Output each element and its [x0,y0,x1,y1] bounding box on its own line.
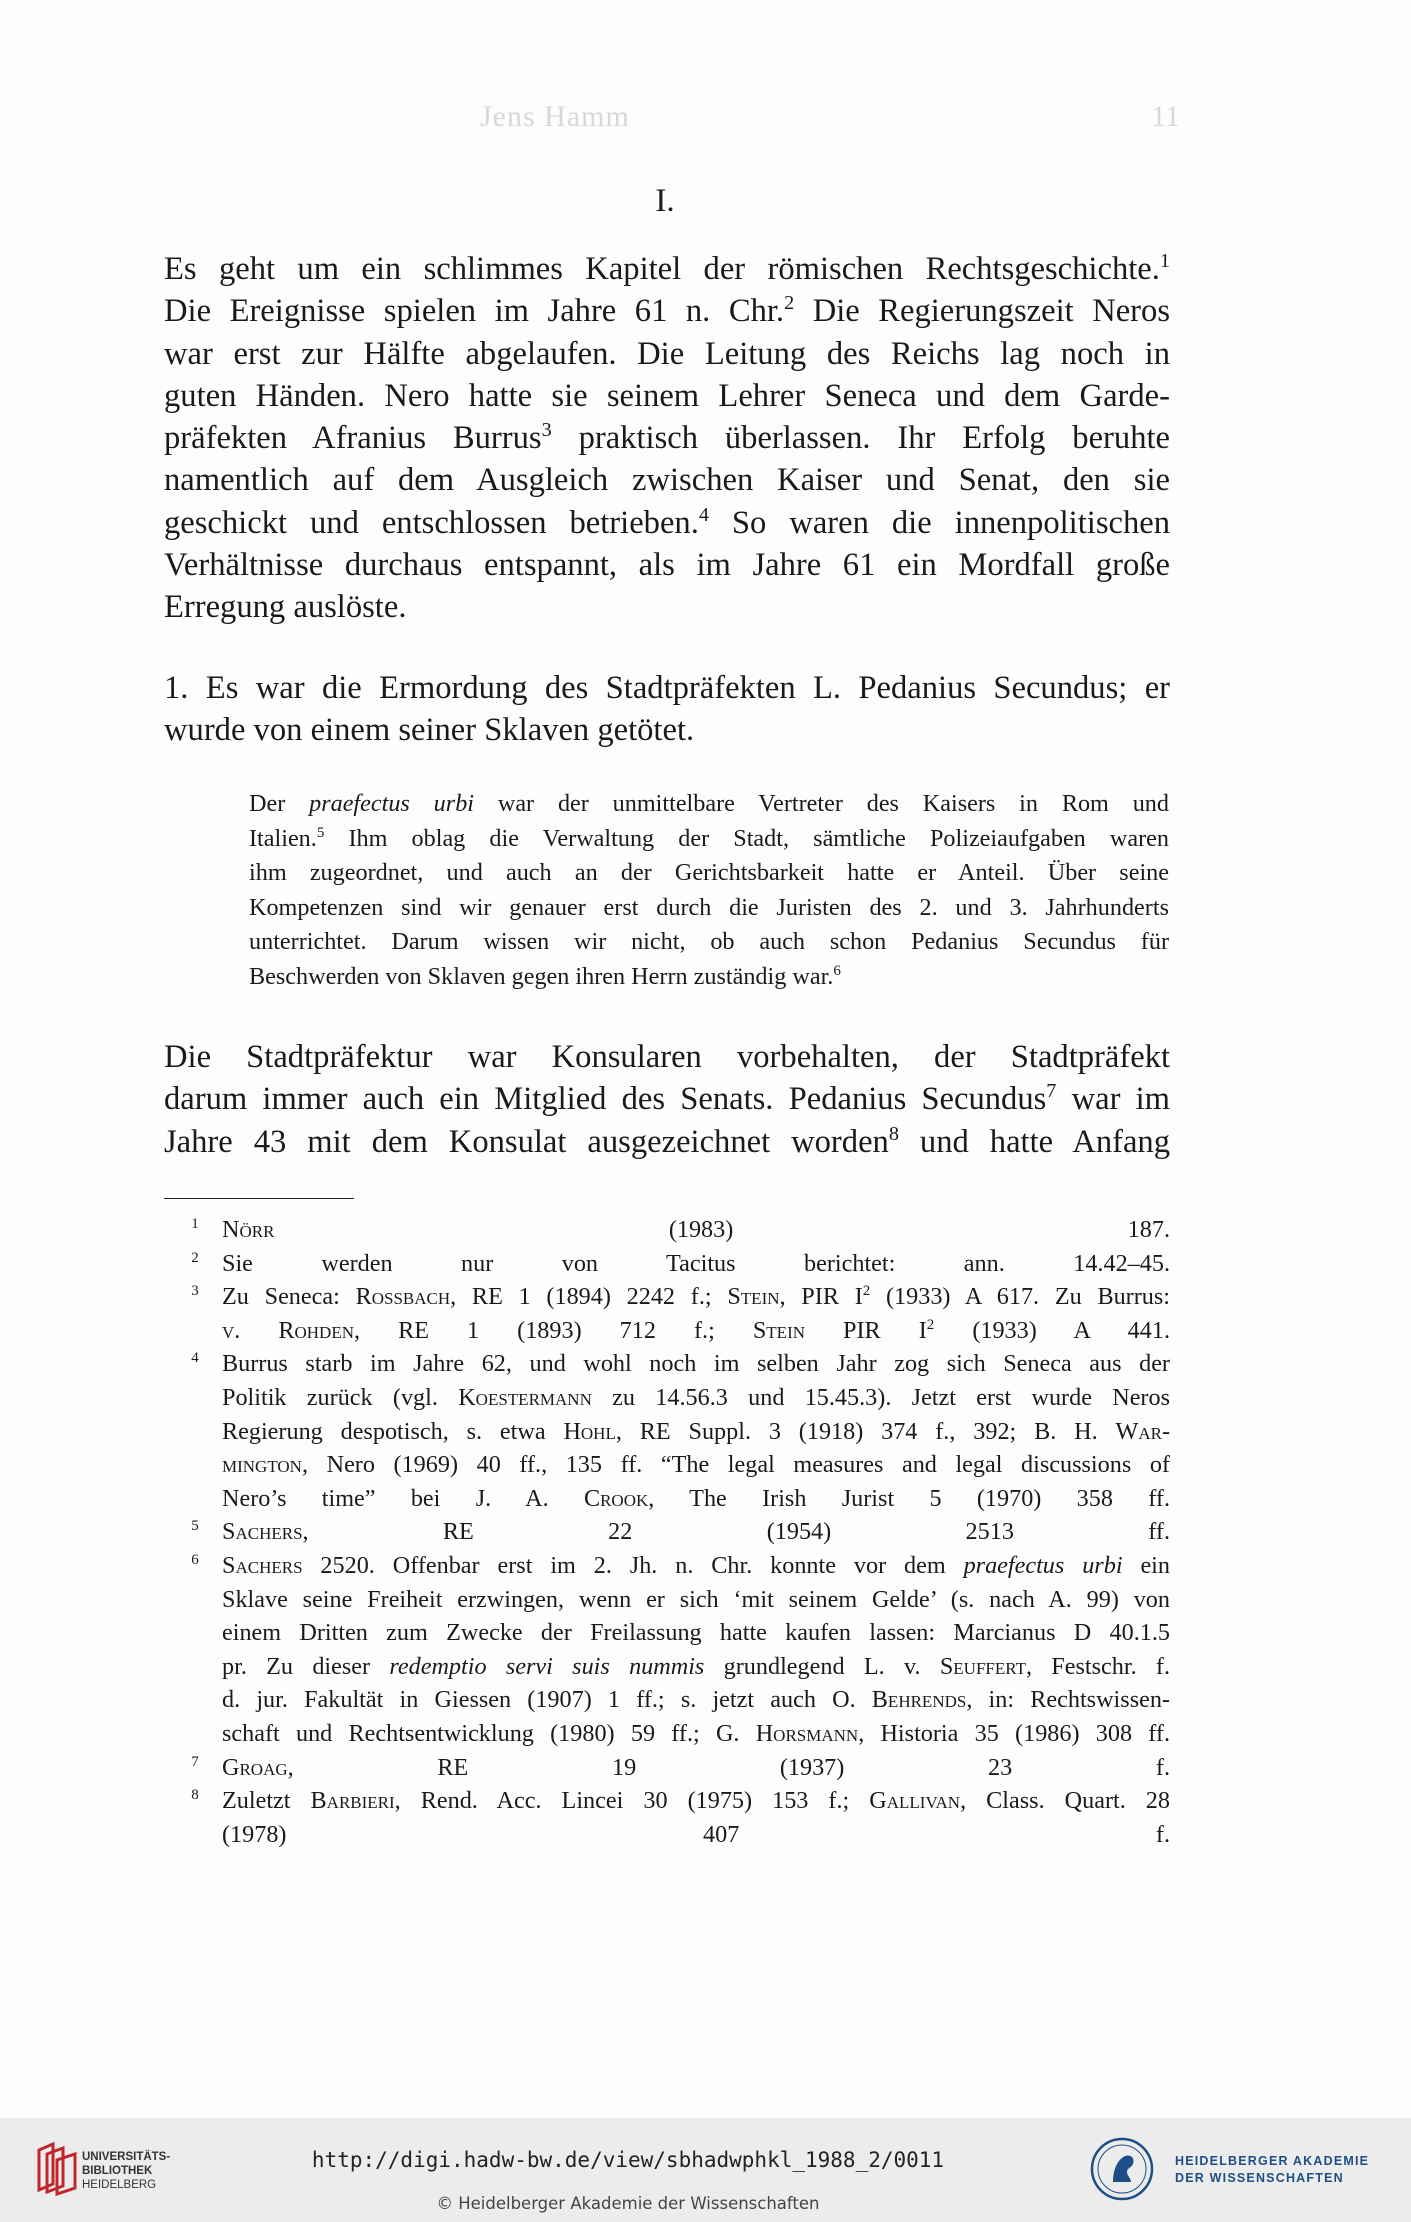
footnote-line: Nero’s time” bei J. A. Crook, The Irish Jurist 5 (1970) 358 ff. [222,1484,1170,1512]
footnote-6 [164,1549,1170,1751]
footnote-mark: 2 [191,1249,199,1266]
section-number: I. [655,183,675,219]
footnote-line: Groag, RE 19 (1937) 23 f. [222,1753,1170,1781]
footnote-mark: 6 [191,1551,199,1568]
footnote-line: Sachers, RE 22 (1954) 2513 ff. [222,1518,1170,1546]
footnote-line: Zuletzt Barbieri, Rend. Acc. Lincei 30 (1975) 153 f.; Gallivan, Class. Quart. 28 [222,1787,1170,1815]
footnote-5 [164,1515,1170,1549]
footnote-7 [164,1751,1170,1785]
text-line: Der praefectus urbi war der unmittelbare Vertreter des Kaisers in Rom und [249,790,1169,817]
text-line: Die Stadtpräfektur war Konsularen vorbehalten, der Stadtpräfekt [164,1039,1170,1075]
text-line: Jahre 43 mit dem Konsulat ausgezeichnet worden$^8$ und hatte Anfang [164,1122,1170,1160]
footnote-line: Politik zurück (vgl. Koestermann zu 14.56.3 und 15.45.3). Jetzt erst wurde Neros [222,1383,1170,1411]
footnote-line: (1978) 407 f. [222,1820,1170,1848]
text-line: Erregung auslöste. [164,589,407,626]
footnote-ref[interactable]: 8 [888,1122,899,1145]
text-line: präfekten Afranius Burrus$^3$ praktisch überlassen. Ihr Erfolg beruhte [164,419,1170,457]
footnote-mark: 1 [191,1216,199,1232]
footnote-ref[interactable]: 1 [1159,250,1170,273]
footnote-ref[interactable]: 2 [784,292,795,315]
footnote-line: einem Dritten zum Zwecke der Freilassung hatte kaufen lassen: Marcianus D 40.1.5 [222,1619,1170,1647]
footnote-line: v. Rohden, RE 1 (1893) 712 f.; Stein PIR $I^2$ (1933) A 441. [222,1316,1170,1344]
text-line: ihm zugeordnet, und auch an der Gerichtsbarkeit hatte er Anteil. Über seine [249,859,1169,886]
footnote-mark: 4 [191,1350,199,1367]
copyright-notice: © Heidelberger Akademie der Wissenschaften [436,2194,820,2213]
footnote-divider [164,1198,354,1199]
text-line: Beschwerden von Sklaven gegen ihren Herrn zuständig war.$^6$ [249,962,841,990]
footnote-line: Sklave seine Freiheit erzwingen, wenn er sich ‘mit seinem Gelde’ (s. nach A. 99) von [222,1585,1170,1613]
footnote-mark: 8 [191,1787,199,1804]
footnote-4 [164,1347,1170,1515]
bleed-through-page-number: 11 [1151,100,1180,133]
footnote-line: d. jur. Fakultät in Giessen (1907) 1 ff.; s. jetzt auch O. Behrends, in: Rechtswissen- [222,1686,1170,1714]
footnote-line: mington, Nero (1969) 40 ff., 135 ff. “The legal measures and legal discussions of [222,1451,1170,1479]
footnote-line: Nörr (1983) 187. [222,1216,1170,1243]
footnote-mark: 7 [191,1753,199,1770]
text-line: Die Ereignisse spielen im Jahre 61 n. Chr.$^2$ Die Regierungszeit Neros [164,292,1170,330]
footnote-ref[interactable]: 6 [833,962,841,979]
footnotes [164,1213,1170,1851]
text-line: darum immer auch ein Mitglied des Senats. Pedanius Secundus$^7$ war im [164,1080,1170,1118]
footnote-1 [164,1213,1170,1247]
text-line: 1. Es war die Ermordung des Stadtpräfekten L. Pedanius Secundus; er [164,670,1170,706]
paragraph-3 [164,1036,1170,1163]
footnote-mark: 5 [191,1518,199,1535]
text-line: guten Händen. Nero hatte sie seinem Lehrer Seneca und dem Garde- [164,377,1170,414]
footnote-line: pr. Zu dieser redemptio servi suis nummis grundlegend L. v. Seuffert, Festschr. f. [222,1652,1171,1680]
footnote-ref[interactable]: 4 [698,503,709,526]
indented-small-paragraph [249,787,1169,994]
footnote-ref[interactable]: 3 [541,419,552,442]
academy-seal-icon[interactable] [1089,2136,1155,2202]
footnote-mark: 3 [191,1283,199,1300]
footnote-8 [164,1784,1170,1851]
footnote-line: schaft und Rechtsentwicklung (1980) 59 ff.; G. Horsmann, Historia 35 (1986) 308 ff. [222,1719,1170,1747]
text-line: war erst zur Hälfte abgelaufen. Die Leitung des Reichs lag noch in [164,335,1170,372]
footnote-line: Sie werden nur von Tacitus berichtet: ann. 14.42–45. [222,1249,1170,1277]
footnote-2 [164,1247,1170,1281]
footnote-line: Burrus starb im Jahre 62, und wohl noch im selben Jahr zog sich Seneca aus der [222,1350,1170,1378]
permalink-url[interactable]: http://digi.hadw-bw.de/view/sbhadwphkl_1988_2/0011 [311,2148,945,2172]
text-line: wurde von einem seiner Sklaven getötet. [164,712,695,749]
academy-name: HEIDELBERGER AKADEMIE DER WISSENSCHAFTEN [1175,2154,1370,2185]
text-line: Es geht um ein schlimmes Kapitel der römischen Rechtsgeschichte.$^1$ [164,250,1170,287]
footnote-3 [164,1280,1170,1347]
text-line: namentlich auf dem Ausgleich zwischen Kaiser und Senat, den sie [164,462,1170,499]
footnote-ref[interactable]: 5 [316,824,325,841]
bleed-through-title: Jens Hamm [480,100,630,133]
footnote-line: Regierung despotisch, s. etwa Hohl, RE Suppl. 3 (1918) 374 f., 392; B. H. War- [222,1417,1170,1445]
viewer-footer [0,2118,1411,2222]
paragraph-2 [164,667,1170,752]
text-line: Verhältnisse durchaus entspannt, als im Jahre 61 ein Mordfall große [164,547,1170,584]
text-line: Kompetenzen sind wir genauer erst durch die Juristen des 2. und 3. Jahrhunderts [249,893,1169,921]
paragraph-1 [164,248,1170,629]
text-line: Italien.$^5$ Ihm oblag die Verwaltung der Stadt, sämtliche Polizeiaufgaben waren [249,824,1169,852]
footnote-ref[interactable]: 7 [1046,1080,1057,1103]
text-line: unterrichtet. Darum wissen wir nicht, ob auch schon Pedanius Secundus für [249,928,1169,955]
university-library-name: UNIVERSITÄTS- BIBLIOTHEK HEIDELBERG [82,2151,171,2191]
footnote-line: Zu Seneca: Rossbach, RE 1 (1894) 2242 f.; Stein, PIR $I^2$ (1933) A 617. Zu Burrus: [222,1283,1171,1311]
text-line: geschickt und entschlossen betrieben.$^4$ So waren die innenpolitischen [164,503,1170,541]
footnote-line: Sachers 2520. Offenbar erst im 2. Jh. n. Chr. konnte vor dem praefectus urbi ein [222,1551,1170,1579]
